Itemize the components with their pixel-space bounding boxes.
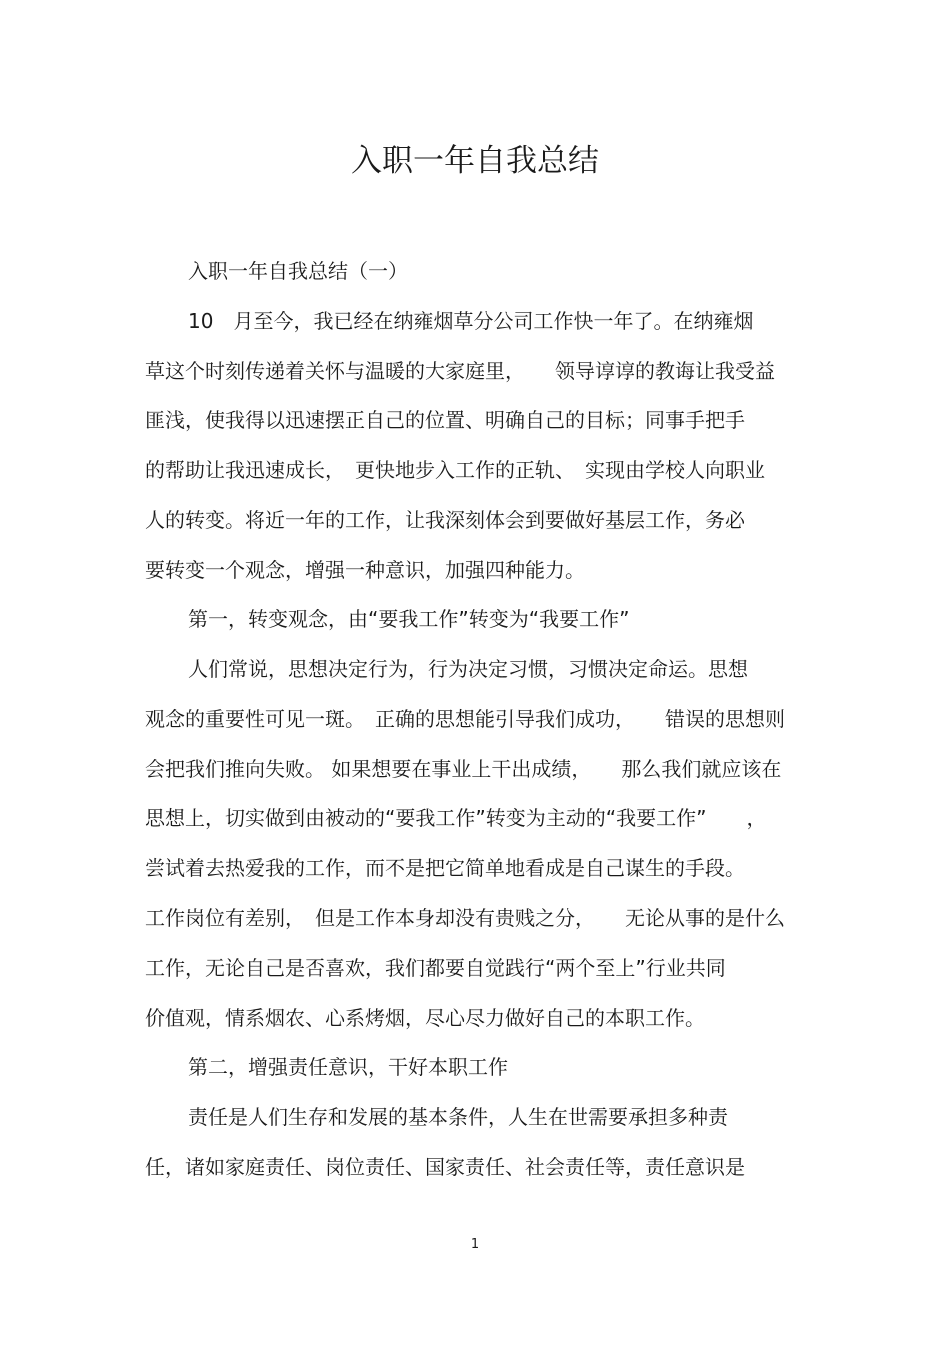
paragraph-line: 责任是人们生存和发展的基本条件，人生在世需要承担多种责 (188, 1105, 728, 1129)
paragraph-line: 的帮助让我迅速成长， 更快地步入工作的正轨、 实现由学校人向职业 (145, 458, 765, 482)
paragraph-line: 工作，无论自己是否喜欢，我们都要自觉践行“两个至上”行业共同 (145, 956, 726, 980)
paragraph-line: 要转变一个观念，增强一种意识，加强四种能力。 (145, 558, 585, 582)
paragraph-line: 10 月至今，我已经在纳雍烟草分公司工作快一年了。在纳雍烟 (188, 309, 754, 333)
paragraph-line: 观念的重要性可见一斑。 正确的思想能引导我们成功， 错误的思想则 (145, 707, 785, 731)
paragraph-line: 思想上，切实做到由被动的“要我工作”转变为主动的“我要工作” ， (145, 806, 767, 830)
subsection-heading-1: 第一，转变观念，由“要我工作”转变为“我要工作” (188, 607, 630, 631)
paragraph-line: 工作岗位有差别， 但是工作本身却没有贵贱之分， 无论从事的是什么 (145, 906, 785, 930)
paragraph-line: 人们常说，思想决定行为，行为决定习惯，习惯决定命运。思想 (188, 657, 748, 681)
section-heading-1: 入职一年自我总结（一） (188, 259, 408, 283)
paragraph-line: 人的转变。将近一年的工作，让我深刻体会到要做好基层工作，务必 (145, 508, 745, 532)
subsection-heading-2: 第二，增强责任意识，干好本职工作 (188, 1055, 508, 1079)
paragraph-line: 价值观，情系烟农、心系烤烟，尽心尽力做好自己的本职工作。 (145, 1006, 705, 1030)
document-title: 入职一年自我总结 (351, 143, 599, 179)
paragraph-line: 草这个时刻传递着关怀与温暖的大家庭里， 领导谆谆的教诲让我受益 (145, 359, 775, 383)
paragraph-line: 尝试着去热爱我的工作，而不是把它简单地看成是自己谋生的手段。 (145, 856, 745, 880)
paragraph-line: 匪浅，使我得以迅速摆正自己的位置、明确自己的目标；同事手把手 (145, 408, 745, 432)
page-number: 1 (470, 1237, 480, 1252)
paragraph-line: 会把我们推向失败。 如果想要在事业上干出成绩， 那么我们就应该在 (145, 757, 782, 781)
paragraph-line: 任，诸如家庭责任、岗位责任、国家责任、社会责任等，责任意识是 (145, 1155, 745, 1179)
